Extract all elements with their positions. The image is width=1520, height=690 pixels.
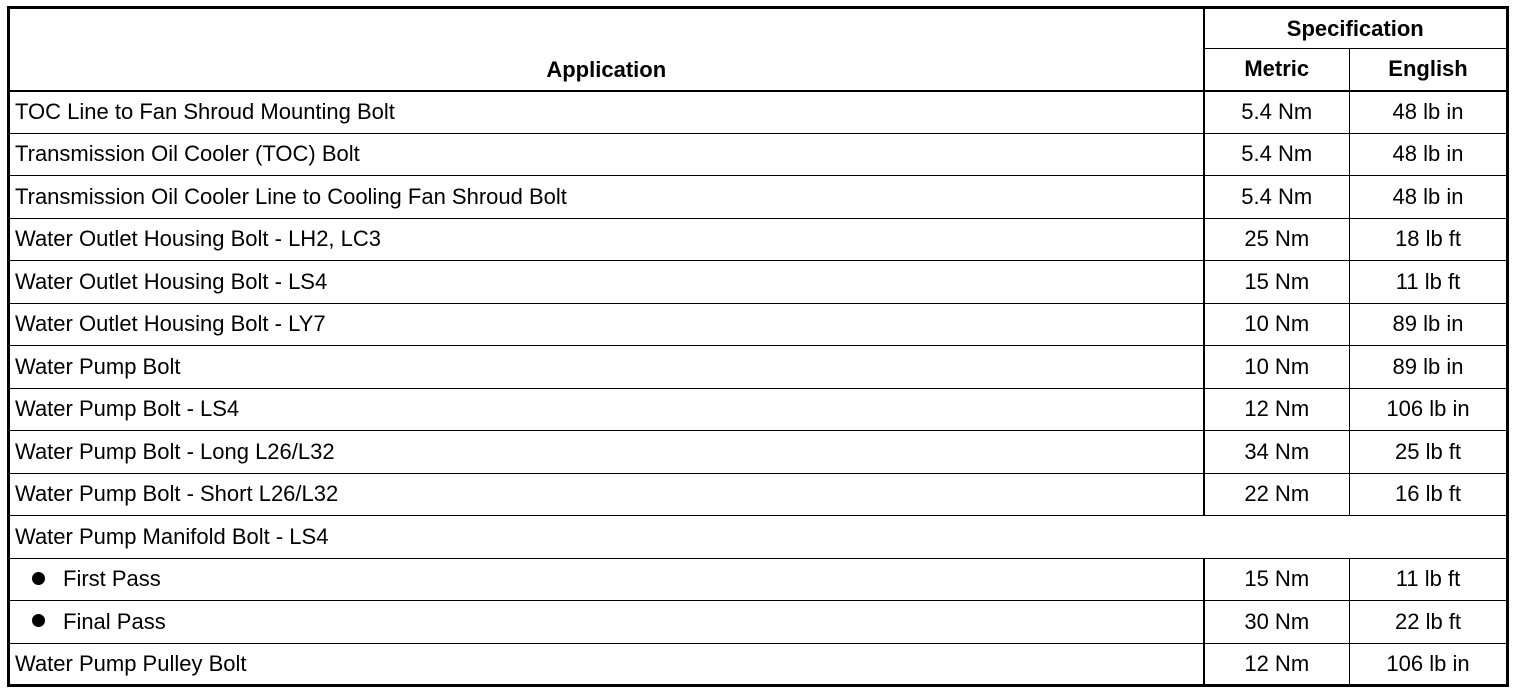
metric-cell: 10 Nm	[1204, 346, 1350, 389]
english-cell: 11 lb ft	[1350, 558, 1508, 601]
step-label: First Pass	[63, 566, 161, 592]
metric-cell: 22 Nm	[1204, 473, 1350, 516]
application-cell: Water Outlet Housing Bolt - LH2, LC3	[9, 218, 1204, 261]
application-cell: Water Outlet Housing Bolt - LY7	[9, 303, 1204, 346]
application-cell: Water Pump Bolt	[9, 346, 1204, 389]
application-cell: Transmission Oil Cooler Line to Cooling Fan Shroud Bolt	[9, 176, 1204, 219]
application-cell: Water Pump Bolt - Long L26/L32	[9, 431, 1204, 474]
metric-header: Metric	[1204, 49, 1350, 91]
english-cell: 11 lb ft	[1350, 261, 1508, 304]
application-header: Application	[9, 8, 1204, 91]
group-application-cell: Water Pump Manifold Bolt - LS4	[9, 516, 1508, 559]
english-cell: 25 lb ft	[1350, 431, 1508, 474]
table-row	[9, 176, 1508, 219]
application-cell: TOC Line to Fan Shroud Mounting Bolt	[9, 91, 1204, 134]
english-cell: 48 lb in	[1350, 91, 1508, 134]
metric-cell: 15 Nm	[1204, 558, 1350, 601]
metric-cell: 12 Nm	[1204, 388, 1350, 431]
table-row	[9, 133, 1508, 176]
specification-header: Specification	[1204, 8, 1508, 49]
table-row	[9, 558, 1508, 601]
metric-cell: 15 Nm	[1204, 261, 1350, 304]
torque-spec-table	[7, 6, 1509, 687]
application-cell	[9, 558, 1204, 601]
application-cell: Water Pump Bolt - LS4	[9, 388, 1204, 431]
table-row	[9, 91, 1508, 134]
english-header: English	[1350, 49, 1508, 91]
english-cell: 22 lb ft	[1350, 601, 1508, 644]
table-row	[9, 218, 1508, 261]
english-cell: 18 lb ft	[1350, 218, 1508, 261]
metric-cell: 5.4 Nm	[1204, 133, 1350, 176]
metric-cell: 5.4 Nm	[1204, 91, 1350, 134]
metric-cell: 12 Nm	[1204, 643, 1350, 686]
table-row	[9, 346, 1508, 389]
table-row	[9, 388, 1508, 431]
table-row	[9, 261, 1508, 304]
metric-cell: 25 Nm	[1204, 218, 1350, 261]
metric-cell: 5.4 Nm	[1204, 176, 1350, 219]
english-cell: 106 lb in	[1350, 643, 1508, 686]
english-cell: 89 lb in	[1350, 303, 1508, 346]
bullet-icon	[32, 572, 45, 585]
metric-cell: 30 Nm	[1204, 601, 1350, 644]
step-label: Final Pass	[63, 608, 166, 634]
english-cell: 106 lb in	[1350, 388, 1508, 431]
table-row	[9, 473, 1508, 516]
table-row	[9, 643, 1508, 686]
application-cell	[9, 601, 1204, 644]
english-cell: 16 lb ft	[1350, 473, 1508, 516]
table-row	[9, 431, 1508, 474]
table-row	[9, 303, 1508, 346]
bullet-icon	[32, 614, 45, 627]
metric-cell: 10 Nm	[1204, 303, 1350, 346]
english-cell: 89 lb in	[1350, 346, 1508, 389]
english-cell: 48 lb in	[1350, 176, 1508, 219]
application-cell: Transmission Oil Cooler (TOC) Bolt	[9, 133, 1204, 176]
metric-cell: 34 Nm	[1204, 431, 1350, 474]
application-cell: Water Pump Pulley Bolt	[9, 643, 1204, 686]
english-cell: 48 lb in	[1350, 133, 1508, 176]
application-cell: Water Outlet Housing Bolt - LS4	[9, 261, 1204, 304]
table-row	[9, 601, 1508, 644]
group-header-row	[9, 516, 1508, 559]
application-cell: Water Pump Bolt - Short L26/L32	[9, 473, 1204, 516]
